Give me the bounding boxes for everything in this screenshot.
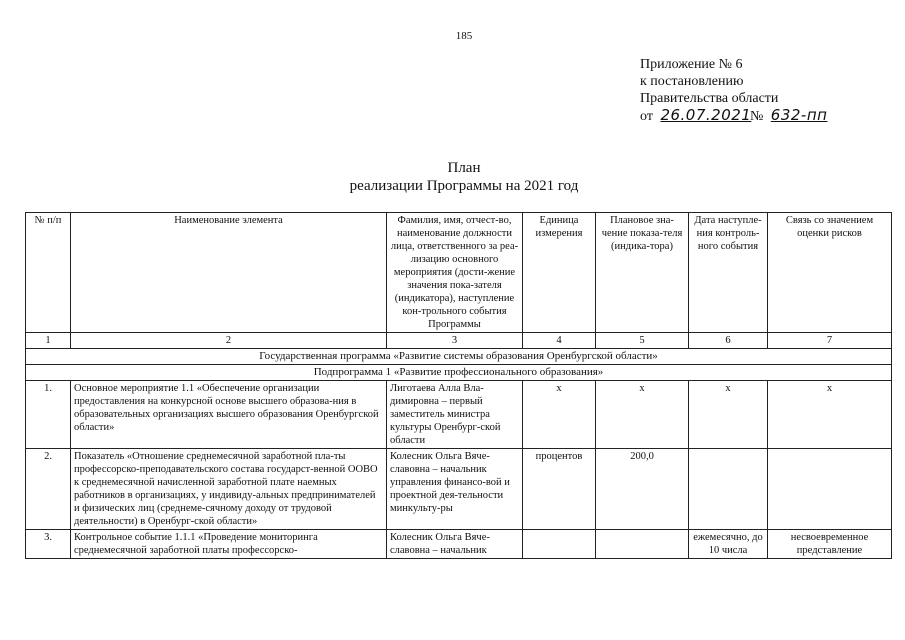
column-number: 2 bbox=[71, 333, 387, 349]
header-risk: Связь со значением оценки рисков bbox=[768, 213, 892, 333]
row-num: 3. bbox=[26, 530, 71, 559]
column-number: 3 bbox=[387, 333, 523, 349]
table-row bbox=[26, 530, 892, 559]
number-prefix: № bbox=[749, 109, 764, 124]
row-event-date: x bbox=[689, 381, 768, 449]
row-event-date: ежемесячно, до 10 числа bbox=[689, 530, 768, 559]
column-number: 7 bbox=[768, 333, 892, 349]
subprogram-row bbox=[26, 365, 892, 381]
annex-line-1: Приложение № 6 bbox=[640, 57, 743, 72]
row-plan-value: x bbox=[596, 381, 689, 449]
row-risk bbox=[768, 449, 892, 530]
plan-table bbox=[25, 212, 892, 559]
document-title: План bbox=[447, 160, 481, 176]
row-responsible: Колесник Ольга Вяче-славовна – начальник bbox=[387, 530, 523, 559]
annex-header bbox=[640, 56, 827, 125]
row-risk: x bbox=[768, 381, 892, 449]
table-header-row bbox=[26, 213, 892, 333]
row-event-date bbox=[689, 449, 768, 530]
row-unit: x bbox=[523, 381, 596, 449]
program-row bbox=[26, 349, 892, 365]
program-title: Государственная программа «Развитие системы образования Оренбургской области» bbox=[26, 349, 892, 365]
row-plan-value bbox=[596, 530, 689, 559]
column-number: 6 bbox=[689, 333, 768, 349]
column-number: 4 bbox=[523, 333, 596, 349]
row-name: Основное мероприятие 1.1 «Обеспечение организации предоставления на конкурсной основе высшего образова-ния в образовательных организациях высшего образования Оренбургской области» bbox=[71, 381, 387, 449]
date-prefix: от bbox=[640, 109, 653, 124]
row-num: 2. bbox=[26, 449, 71, 530]
subprogram-title: Подпрограмма 1 «Развитие профессионального образования» bbox=[26, 365, 892, 381]
row-num: 1. bbox=[26, 381, 71, 449]
header-plan-value: Плановое зна-чение показа-теля (индика-тора) bbox=[596, 213, 689, 333]
annex-line-3: Правительства области bbox=[640, 91, 779, 106]
row-responsible: Лиготаева Алла Вла-димировна – первый заместитель министра культуры Оренбург-ской области bbox=[387, 381, 523, 449]
header-num: № п/п bbox=[26, 213, 71, 333]
row-responsible: Колесник Ольга Вяче-славовна – начальник управления финансо-вой и проектной дея-тельности минкульту-ры bbox=[387, 449, 523, 530]
handwritten-date: 26.07.2021 bbox=[660, 106, 752, 124]
column-number: 1 bbox=[26, 333, 71, 349]
row-unit bbox=[523, 530, 596, 559]
header-event-date: Дата наступле-ния контроль-ного события bbox=[689, 213, 768, 333]
column-number: 5 bbox=[596, 333, 689, 349]
row-unit: процентов bbox=[523, 449, 596, 530]
header-name: Наименование элемента bbox=[71, 213, 387, 333]
table-row bbox=[26, 381, 892, 449]
header-unit: Единица измерения bbox=[523, 213, 596, 333]
handwritten-number: 632-пп bbox=[770, 106, 828, 124]
row-name: Контрольное событие 1.1.1 «Проведение мониторинга среднемесячной заработной платы профессорско- bbox=[71, 530, 387, 559]
row-risk: несвоевременное представление bbox=[768, 530, 892, 559]
document-subtitle: реализации Программы на 2021 год bbox=[349, 178, 579, 194]
page-number: 185 bbox=[455, 30, 473, 42]
header-responsible: Фамилия, имя, отчест-во, наименование должности лица, ответственного за реа-лизацию основного мероприятия (дости-жение значения пока-зателя (индикатора), наступление кон-трольного события Программы bbox=[387, 213, 523, 333]
table-row bbox=[26, 449, 892, 530]
column-number-row bbox=[26, 333, 892, 349]
annex-line-2: к постановлению bbox=[640, 74, 744, 89]
row-name: Показатель «Отношение среднемесячной заработной пла-ты профессорско-преподавательского состава государст-венной ООВО к среднемесячной начисленной заработной плате наемных работников в организациях, у индивиду-альных предпринимателей и физических лиц (среднеме-сячному доходу от трудовой деятельности) в Оренбург-ской области» bbox=[71, 449, 387, 530]
row-plan-value: 200,0 bbox=[596, 449, 689, 530]
annex-date-line bbox=[640, 107, 827, 125]
